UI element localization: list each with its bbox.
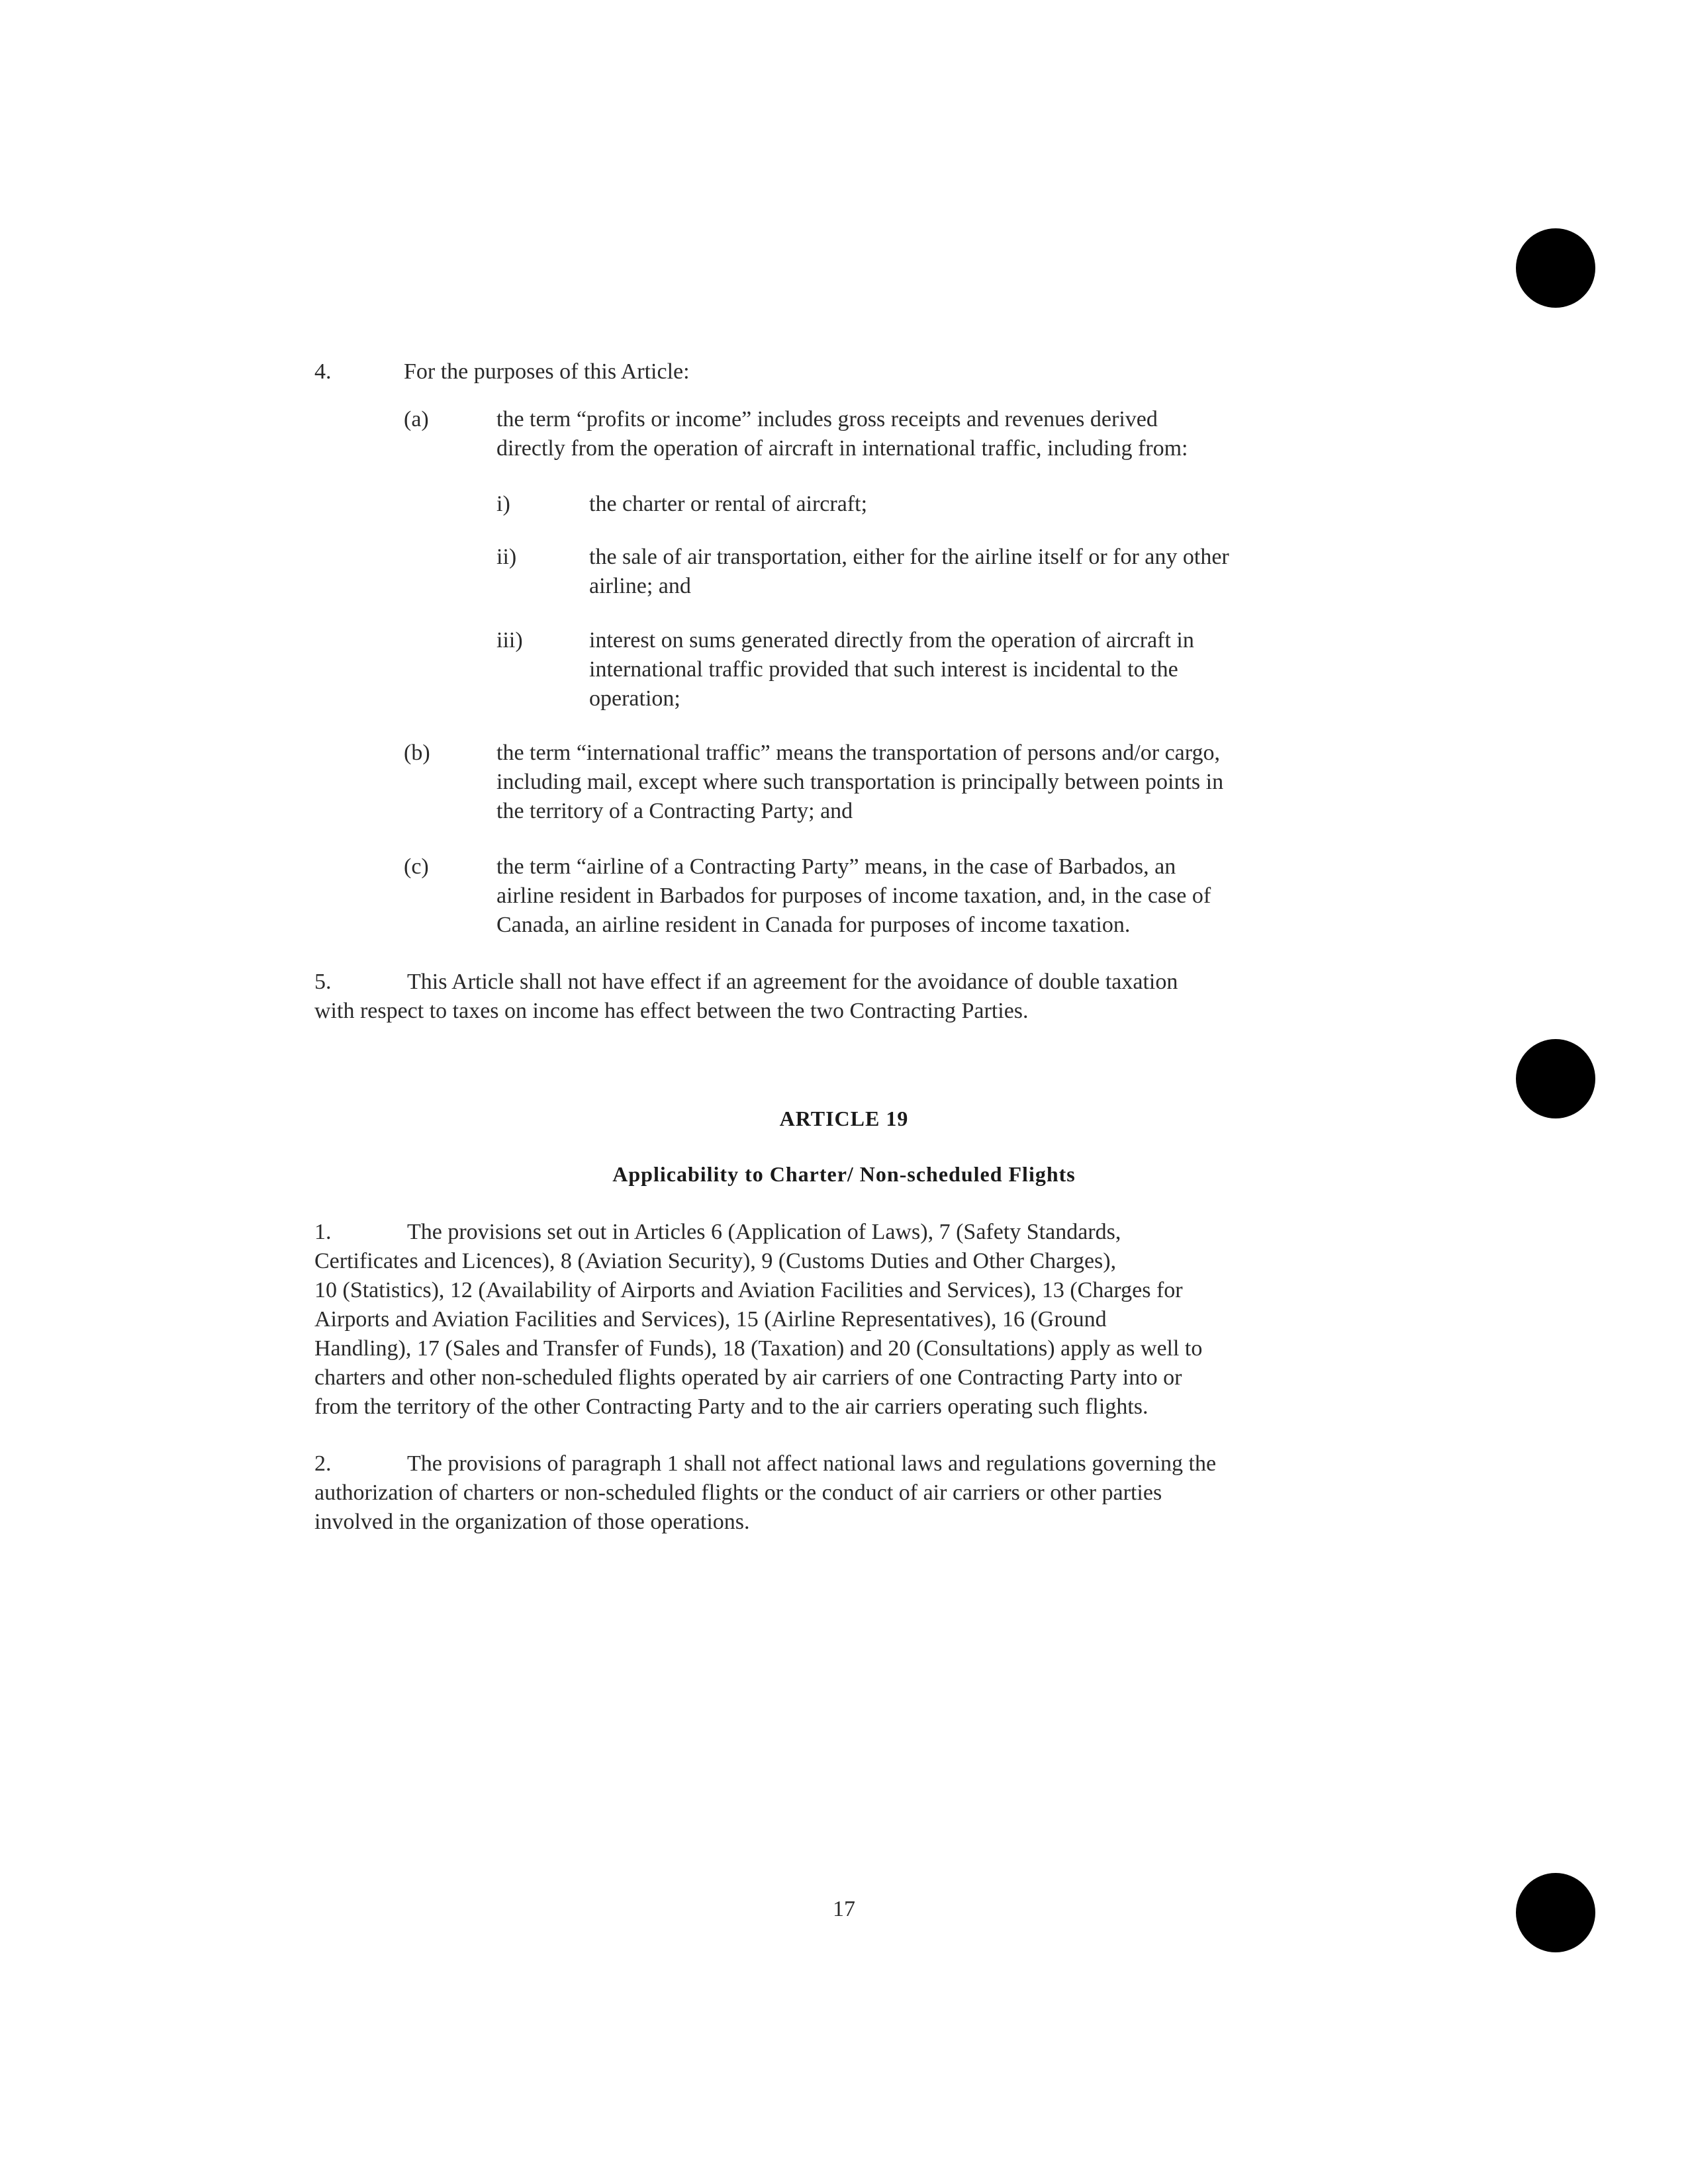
art19-para1-line3: 10 (Statistics), 12 (Availability of Airports and Aviation Facilities and Services), 13 (Charges for: [314, 1278, 1183, 1302]
punch-hole-top: [1516, 228, 1595, 308]
art19-para1-line4: Airports and Aviation Facilities and Services), 15 (Airline Representatives), 16 (Ground: [314, 1307, 1107, 1332]
para4b-line1: the term “international traffic” means the transportation of persons and/or cargo,: [496, 741, 1220, 765]
para4b-label: (b): [404, 741, 430, 765]
para4c-line2: airline resident in Barbados for purposes of income taxation, and, in the case of: [496, 884, 1211, 908]
art19-para1-number: 1.: [314, 1220, 332, 1244]
art19-para1-line1: The provisions set out in Articles 6 (Application of Laws), 7 (Safety Standards,: [407, 1220, 1121, 1244]
para4a-item-iii-line1: interest on sums generated directly from the operation of aircraft in: [589, 628, 1194, 653]
art19-para1-line7: from the territory of the other Contracting Party and to the air carriers operating such flights.: [314, 1394, 1149, 1419]
article-subtitle: Applicability to Charter/ Non-scheduled Flights: [612, 1162, 1076, 1186]
article-title: ARTICLE 19: [779, 1107, 909, 1130]
art19-para1-line5: Handling), 17 (Sales and Transfer of Funds), 18 (Taxation) and 20 (Consultations) apply as well to: [314, 1336, 1203, 1361]
para4b-line3: the territory of a Contracting Party; and: [496, 799, 853, 823]
para4a-item-iii-line2: international traffic provided that such interest is incidental to the: [589, 657, 1178, 682]
para4a-item-ii-line2: airline; and: [589, 574, 691, 598]
para4a-line1: the term “profits or income” includes gross receipts and revenues derived: [496, 407, 1158, 432]
para4c-line1: the term “airline of a Contracting Party” means, in the case of Barbados, an: [496, 854, 1176, 879]
para5-line1: This Article shall not have effect if an agreement for the avoidance of double taxation: [407, 970, 1178, 994]
para4a-item-i-label: i): [496, 492, 510, 516]
para4-number: 4.: [314, 359, 332, 384]
art19-para1-line6: charters and other non-scheduled flights operated by air carriers of one Contracting Party into or: [314, 1365, 1182, 1390]
para4-intro: For the purposes of this Article:: [404, 359, 690, 384]
para4a-item-ii-line1: the sale of air transportation, either for the airline itself or for any other: [589, 545, 1229, 569]
para4a-item-iii-line3: operation;: [589, 686, 680, 711]
para4c-label: (c): [404, 854, 429, 879]
para5-line2: with respect to taxes on income has effect between the two Contracting Parties.: [314, 999, 1029, 1023]
para4a-item-i-line1: the charter or rental of aircraft;: [589, 492, 868, 516]
para4a-label: (a): [404, 407, 429, 432]
para4a-line2: directly from the operation of aircraft in international traffic, including from:: [496, 436, 1188, 461]
para4a-item-ii-label: ii): [496, 545, 517, 569]
page-number: 17: [833, 1897, 855, 1921]
art19-para2-line3: involved in the organization of those operations.: [314, 1510, 750, 1534]
para5-number: 5.: [314, 970, 332, 994]
para4c-line3: Canada, an airline resident in Canada for purposes of income taxation.: [496, 913, 1131, 937]
para4b-line2: including mail, except where such transportation is principally between points in: [496, 770, 1224, 794]
art19-para1-line2: Certificates and Licences), 8 (Aviation Security), 9 (Customs Duties and Other Charges),: [314, 1249, 1117, 1273]
para4a-item-iii-label: iii): [496, 628, 523, 653]
art19-para2-line1: The provisions of paragraph 1 shall not affect national laws and regulations governing the: [407, 1451, 1217, 1476]
art19-para2-line2: authorization of charters or non-scheduled flights or the conduct of air carriers or other parties: [314, 1480, 1162, 1505]
art19-para2-number: 2.: [314, 1451, 332, 1476]
